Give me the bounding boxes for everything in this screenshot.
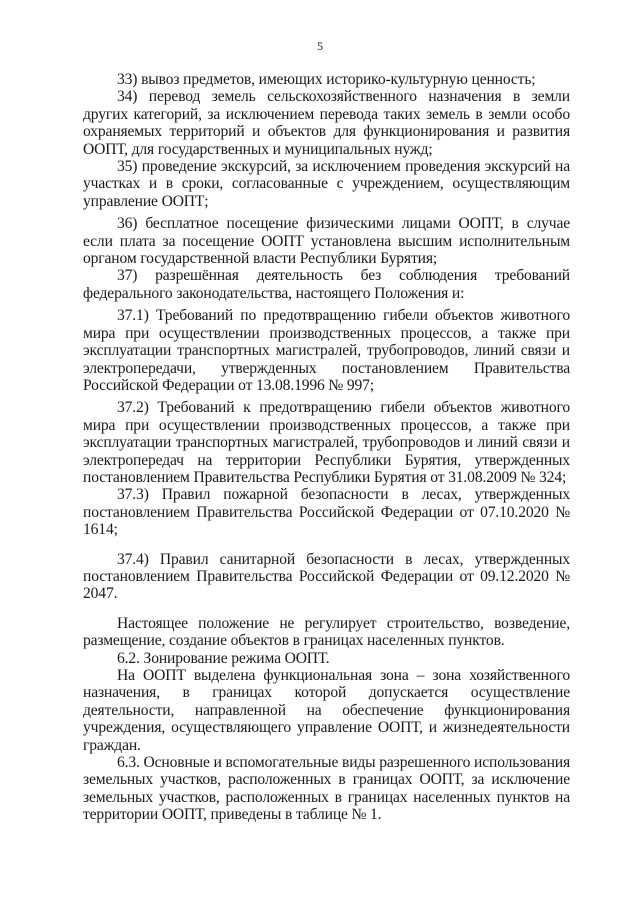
paragraph-item-37-1: 37.1) Требований по предотвращению гибели объектов животного мира при осуществлении производственных процессов, а также при эксплуатации транспортных магистралей, трубопроводов, линий связи и электропередачи, утвержденных постановлением Правительства Российской Федерации от 13.08.1996 № 997; [83,307,570,394]
page-number: 5 [317,39,323,53]
paragraph-item-37-3: 37.3) Правил пожарной безопасности в лесах, утвержденных постановлением Правительства Российской Федерации от 07.10.2020 № 1614; [83,486,570,539]
paragraph-item-37-2: 37.2) Требований к предотвращению гибели объектов животного мира при осуществлении производственных процессов, а также при эксплуатации транспортных магистралей, трубопроводов и линий связи и электропередач на территории Республики Бурятия, утвержденных постановлением Правительства Республики Бурятия от 31.08.2009 № 324; [83,399,570,486]
paragraph-functional-zone: На ООПТ выделена функциональная зона – зона хозяйственного назначения, в границах которой допускается осуществление деятельности, направленной на обеспечение функционирования учреждения, осуществляющего управление ООПТ, и жизнедеятельности граждан. [83,667,570,754]
paragraph-item-37: 37) разрешённая деятельность без соблюдения требований федерального законодательства, настоящего Положения и: [83,267,570,302]
section-heading-6-2: 6.2. Зонирование режима ООПТ. [117,649,330,667]
paragraph-item-36: 36) бесплатное посещение физическими лицами ООПТ, в случае если плата за посещение ООПТ установлена высшим исполнительным органом государственной власти Республики Бурятия; [83,215,570,268]
paragraph-item-37-4: 37.4) Правил санитарной безопасности в лесах, утвержденных постановлением Правительства Российской Федерации от 09.12.2020 № 2047. [83,550,570,603]
paragraph-item-34: 34) перевод земель сельскохозяйственного назначения в земли других категорий, за исключением перевода таких земель в земли особо охраняемых территорий и объектов для функционирования и развития ООПТ, для государственных и муниципальных нужд; [83,88,570,158]
paragraph-item-35: 35) проведение экскурсий, за исключением проведения экскурсий на участках и в сроки, согласованные с учреждением, осуществляющим управление ООПТ; [83,158,570,210]
paragraph-regulation-note: Настоящее положение не регулирует строительство, возведение, размещение, создание объектов в границах населенных пунктов. [83,614,570,650]
document-body [83,71,570,824]
section-paragraph-6-3: 6.3. Основные и вспомогательные виды разрешенного использования земельных участков, расположенных в границах ООПТ, за исключение земельных участков, расположенных в границах населенных пунктов на территории ООПТ, приведены в таблице № 1. [83,754,570,824]
paragraph-item-33: 33) вывоз предметов, имеющих историко-культурную ценность; [117,71,536,88]
